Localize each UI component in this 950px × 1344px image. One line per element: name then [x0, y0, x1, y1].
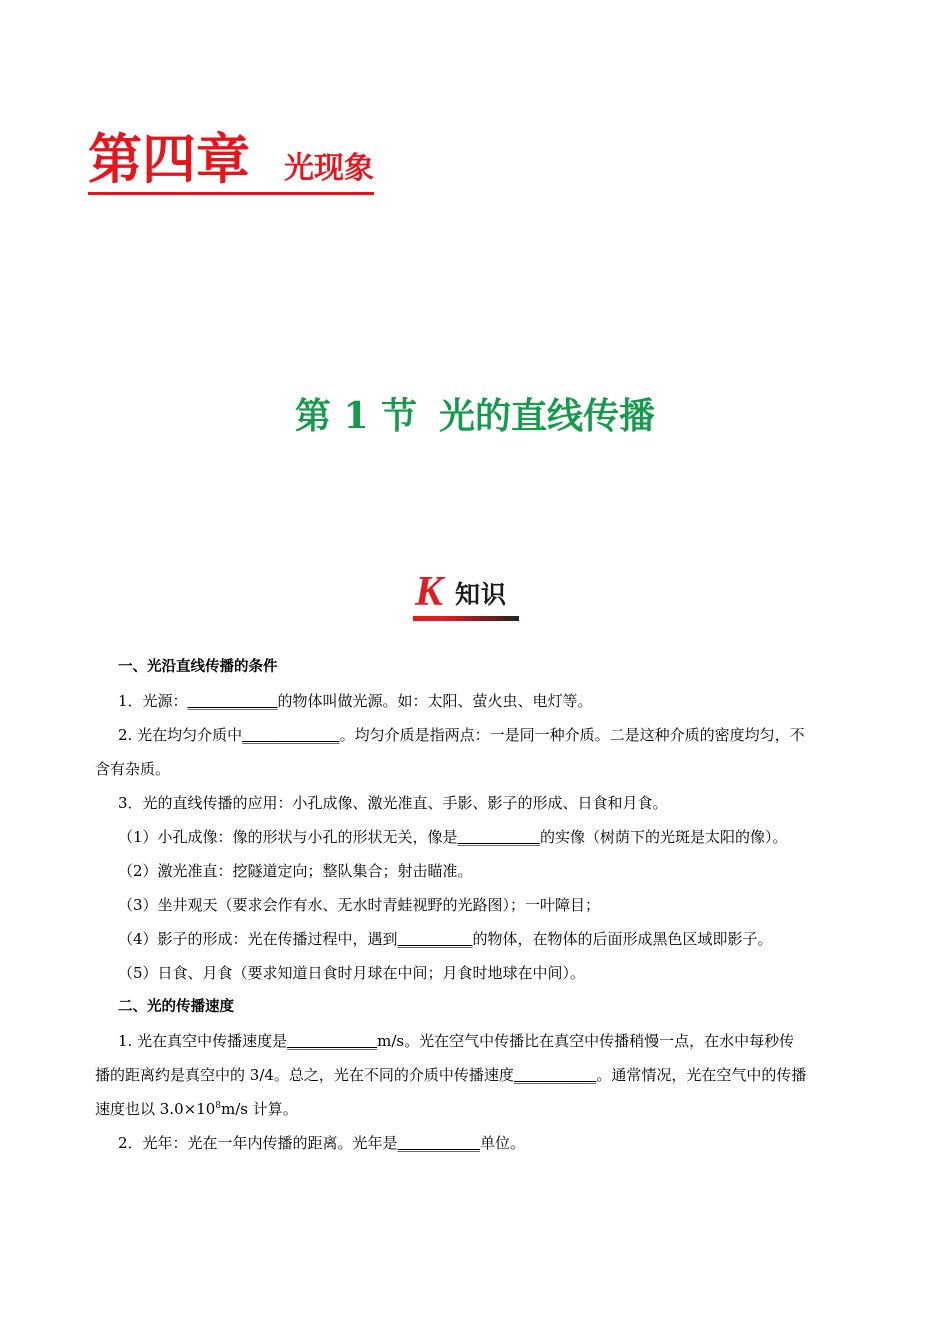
chapter-heading	[88, 128, 374, 195]
part1-line5: （2）激光准直：挖隧道定向；整队集合；射击瞄准。	[118, 862, 473, 880]
part1-line3: 3．光的直线传播的应用：小孔成像、激光准直、手影、影子的形成、日食和月食。	[118, 794, 668, 812]
part1-line6: （3）坐井观天（要求会作有水、无水时青蛙视野的光路图）；一叶障目；	[118, 896, 601, 914]
badge-underline	[413, 616, 519, 621]
part2-line1-cont: 播的距离约是真空中的 3/4。总之，光在不同的介质中传播速度___________。通常情况，光在空气中的传播	[95, 1066, 807, 1084]
part1-line4: （1）小孔成像：像的形状与小孔的形状无关，像是___________的实像（树荫下的光斑是太阳的像）。	[118, 828, 788, 846]
part1-line8: （5）日食、月食（要求知道日食时月球在中间；月食时地球在中间）。	[118, 964, 586, 982]
chapter-title: 光现象	[284, 151, 374, 186]
content-body	[95, 650, 865, 1160]
part1-heading: 一、光沿直线传播的条件	[118, 659, 278, 675]
knowledge-badge	[413, 570, 519, 622]
section-title	[0, 392, 950, 440]
part1-line1: 1．光源：____________的物体叫做光源。如：太阳、萤火虫、电灯等。	[118, 692, 593, 710]
part1-line2: 2. 光在均匀介质中_____________。均匀介质是指两点：一是同一种介质。二是这种介质的密度均匀，不	[118, 726, 805, 744]
chapter-number: 第四章	[88, 127, 250, 191]
part1-line2-cont: 含有杂质。	[95, 760, 171, 778]
badge-word: 知识	[455, 580, 508, 609]
part2-line1-cont2: 速度也以 $3.0\times 10^8m/s$ 计算。	[95, 1100, 298, 1118]
part2-line1: 1. 光在真空中传播速度是____________m/s。光在空气中传播比在真空中传播稍慢一点，在水中每秒传	[118, 1032, 795, 1050]
section-number: 第 1 节	[294, 395, 418, 437]
part2-line2: 2．光年：光在一年内传播的距离。光年是___________单位。	[118, 1134, 526, 1152]
badge-letter: K	[415, 569, 444, 615]
section-name: 光的直线传播	[439, 395, 656, 437]
part2-heading: 二、光的传播速度	[118, 999, 234, 1015]
part1-line7: （4）影子的形成：光在传播过程中，遇到__________的物体，在物体的后面形成黑色区域即影子。	[118, 930, 773, 948]
